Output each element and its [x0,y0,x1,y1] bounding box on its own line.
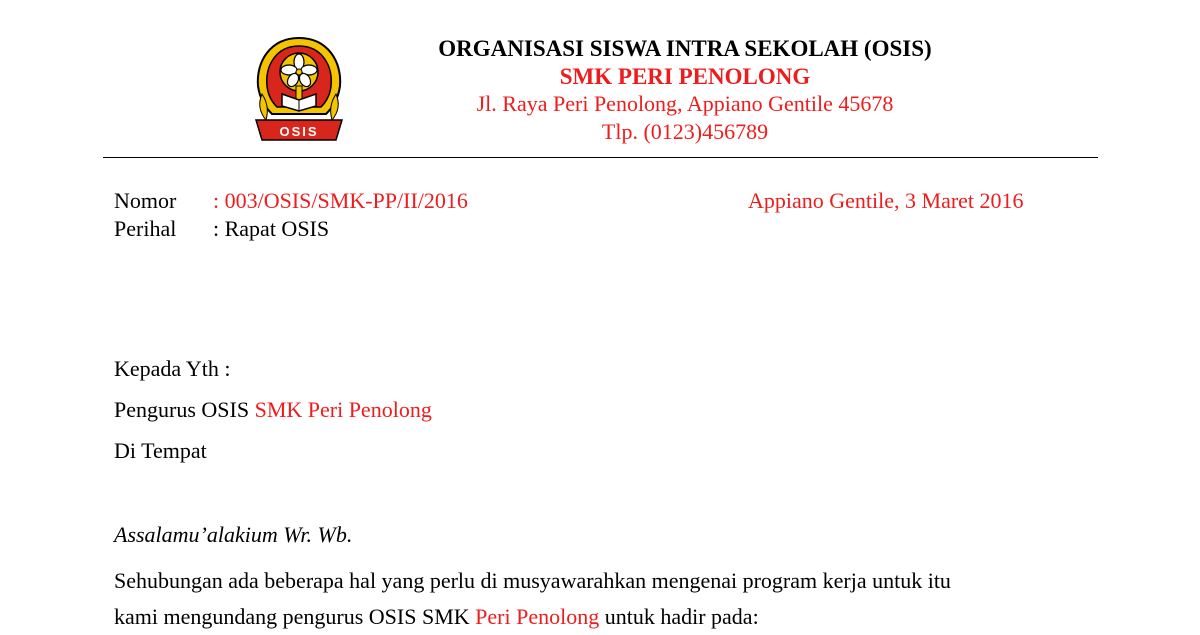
place-date: Appiano Gentile, 3 Maret 2016 [748,188,1024,213]
body-line-2-suffix: untuk hadir pada: [604,604,759,629]
perihal-value: : Rapat OSIS [213,216,330,241]
recipient-salutation: Kepada Yth : [114,356,231,381]
letterhead-divider [103,157,1098,158]
nomor-label: Nomor [114,188,177,213]
letterhead-school: SMK PERI PENOLONG [559,64,811,89]
svg-text:OSIS: OSIS [279,124,319,139]
recipient-location: Di Tempat [114,438,207,463]
recipient-line [114,397,432,423]
recipient-prefix: Pengurus OSIS [114,397,250,422]
osis-logo [250,34,348,146]
perihal-label: Perihal [114,216,177,241]
letterhead-organization: ORGANISASI SISWA INTRA SEKOLAH (OSIS) [438,36,932,61]
body-line-1: Sehubungan ada beberapa hal yang perlu di musyawarahkan mengenai program kerja untuk itu [114,568,951,593]
greeting: Assalamu’alakium Wr. Wb. [114,522,353,547]
body-paragraph [114,563,1085,635]
body-line-2-prefix: kami mengundang pengurus OSIS SMK [114,604,470,629]
letterhead-address: Jl. Raya Peri Penolong, Appiano Gentile 45678 [476,91,894,116]
body-line-2-school: Peri Penolong [475,604,600,629]
letterhead-phone: Tlp. (0123)456789 [601,119,769,144]
nomor-value: : 003/OSIS/SMK-PP/II/2016 [213,188,468,213]
recipient-school: SMK Peri Penolong [254,397,432,422]
